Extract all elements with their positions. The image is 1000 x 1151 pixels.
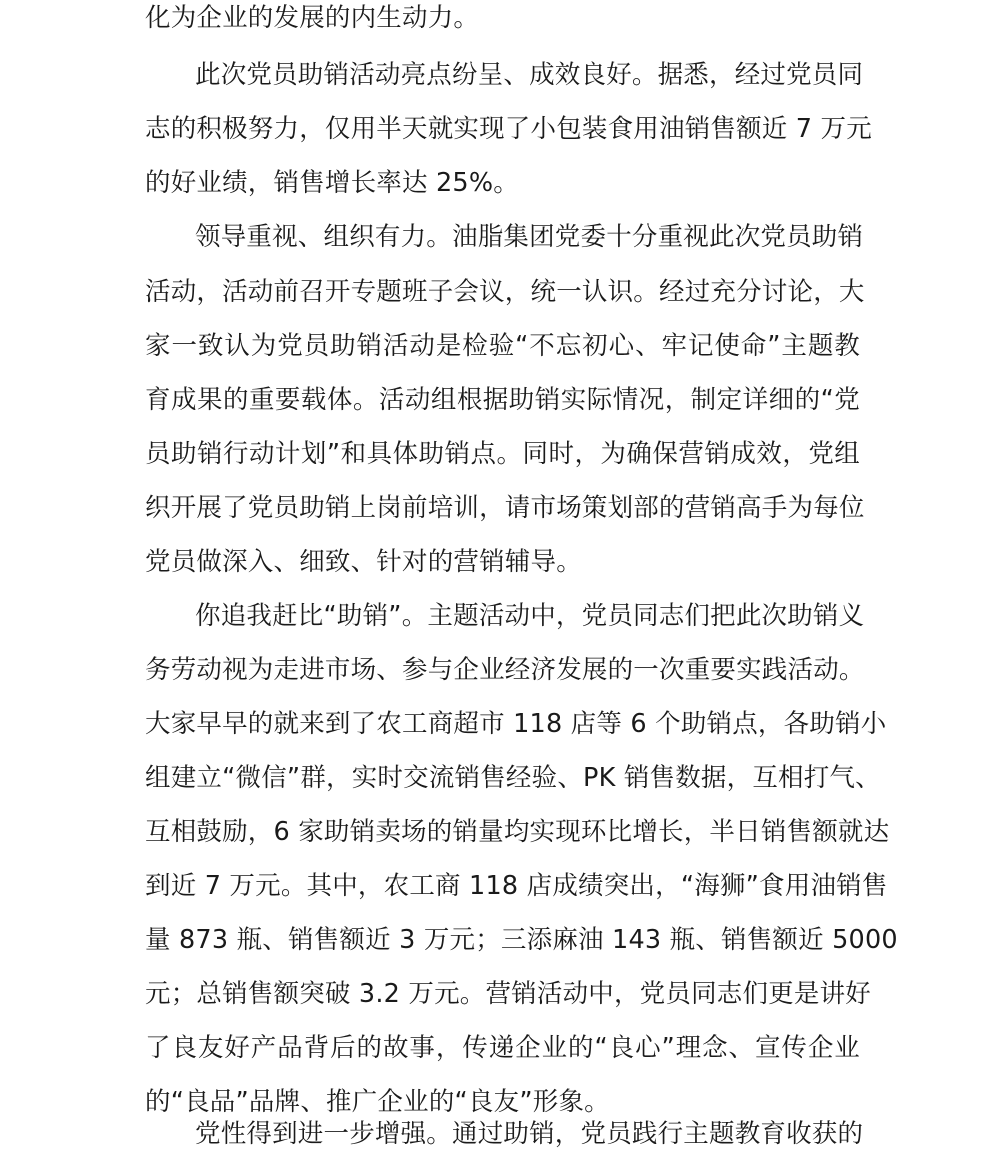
text-line: 务劳动视为走进市场、参与企业经济发展的一次重要实践活动。 (145, 655, 865, 685)
text-line: 织开展了党员助销上岗前培训，请市场策划部的营销高手为每位 (145, 493, 865, 523)
text-line: 党性得到进一步增强。通过助销，党员践行主题教育收获的 (195, 1119, 864, 1149)
text-line: 到近 7 万元。其中，农工商 118 店成绩突出，“海狮”食用油销售 (145, 871, 888, 901)
text-line: 元；总销售额突破 3.2 万元。营销活动中，党员同志们更是讲好 (145, 979, 871, 1009)
text-line: 志的积极努力，仅用半天就实现了小包装食用油销售额近 7 万元 (145, 114, 872, 144)
text-line: 党员做深入、细致、针对的营销辅导。 (145, 547, 582, 577)
text-line: 了良友好产品背后的故事，传递企业的“良心”理念、宣传企业 (145, 1033, 860, 1063)
text-line: 量 873 瓶、销售额近 3 万元；三添麻油 143 瓶、销售额近 5000 (145, 925, 898, 955)
text-line: 育成果的重要载体。活动组根据助销实际情况，制定详细的“党 (145, 385, 860, 415)
text-line: 家一致认为党员助销活动是检验“不忘初心、牢记使命”主题教 (145, 331, 860, 361)
text-line: 你追我赶比“助销”。主题活动中，党员同志们把此次助销义 (195, 601, 865, 631)
text-line: 的“良品”品牌、推广企业的“良友”形象。 (145, 1087, 610, 1117)
text-line: 化为企业的发展的内生动力。 (145, 3, 480, 33)
text-line: 组建立“微信”群，实时交流销售经验、PK 销售数据，互相打气、 (145, 763, 881, 793)
text-line: 活动，活动前召开专题班子会议，统一认识。经过充分讨论，大 (145, 277, 865, 307)
text-line: 互相鼓励，6 家助销卖场的销量均实现环比增长，半日销售额就达 (145, 817, 890, 847)
text-line: 的好业绩，销售增长率达 25%。 (145, 168, 519, 198)
text-line: 此次党员助销活动亮点纷呈、成效良好。据悉，经过党员同 (195, 60, 864, 90)
text-line: 大家早早的就来到了农工商超市 118 店等 6 个助销点，各助销小 (145, 709, 887, 739)
text-line: 领导重视、组织有力。油脂集团党委十分重视此次党员助销 (195, 222, 864, 252)
text-line: 员助销行动计划”和具体助销点。同时，为确保营销成效，党组 (145, 439, 860, 469)
